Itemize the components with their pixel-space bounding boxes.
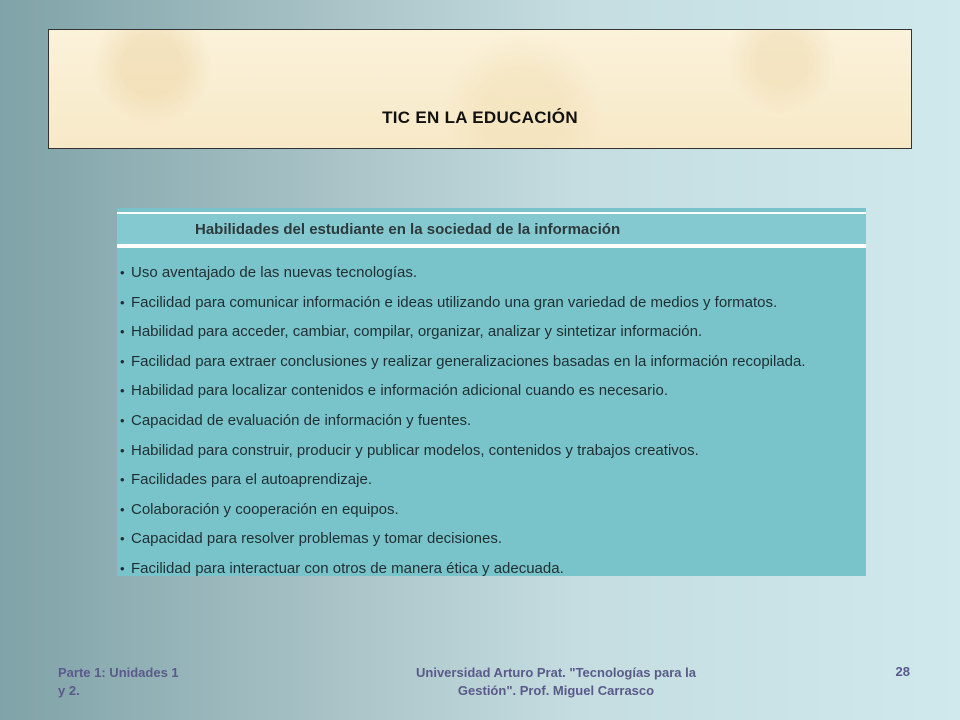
- panel-header: [117, 212, 866, 248]
- footer-center: [370, 664, 742, 700]
- list-item: • Colaboración y cooperación en equipos.: [117, 495, 806, 525]
- panel-header-text: Habilidades del estudiante en la sociedad de la información: [195, 221, 621, 238]
- list-item: • Facilidades para el autoaprendizaje.: [117, 465, 806, 495]
- list-item: • Capacidad de evaluación de información y fuentes.: [117, 406, 806, 436]
- footer-left-line2: y 2.: [58, 683, 80, 698]
- footer-left-line1: Parte 1: Unidades 1: [58, 665, 179, 680]
- footer-center-line1: Universidad Arturo Prat. "Tecnologías para la: [416, 665, 696, 680]
- slide-title: TIC EN LA EDUCACIÓN: [382, 108, 578, 127]
- skills-panel: [117, 208, 866, 576]
- footer-center-line2: Gestión". Prof. Miguel Carrasco: [457, 683, 655, 698]
- list-item: • Habilidad para acceder, cambiar, compilar, organizar, analizar y sintetizar información.: [117, 317, 806, 347]
- footer-left: [58, 664, 228, 700]
- title-box: [48, 29, 912, 149]
- list-item: • Facilidad para interactuar con otros de manera ética y adecuada.: [117, 554, 806, 584]
- list-item: • Uso aventajado de las nuevas tecnologías.: [117, 258, 806, 288]
- list-item: • Habilidad para localizar contenidos e información adicional cuando es necesario.: [117, 376, 806, 406]
- list-item: • Facilidad para extraer conclusiones y realizar generalizaciones basadas en la información recopilada.: [117, 347, 806, 377]
- list-item: • Facilidad para comunicar información e ideas utilizando una gran variedad de medios y formatos.: [117, 288, 806, 318]
- skills-list: [117, 258, 806, 584]
- list-item: • Habilidad para construir, producir y publicar modelos, contenidos y trabajos creativos.: [117, 436, 806, 466]
- page-number: 28: [895, 664, 910, 679]
- list-item: • Capacidad para resolver problemas y tomar decisiones.: [117, 524, 806, 554]
